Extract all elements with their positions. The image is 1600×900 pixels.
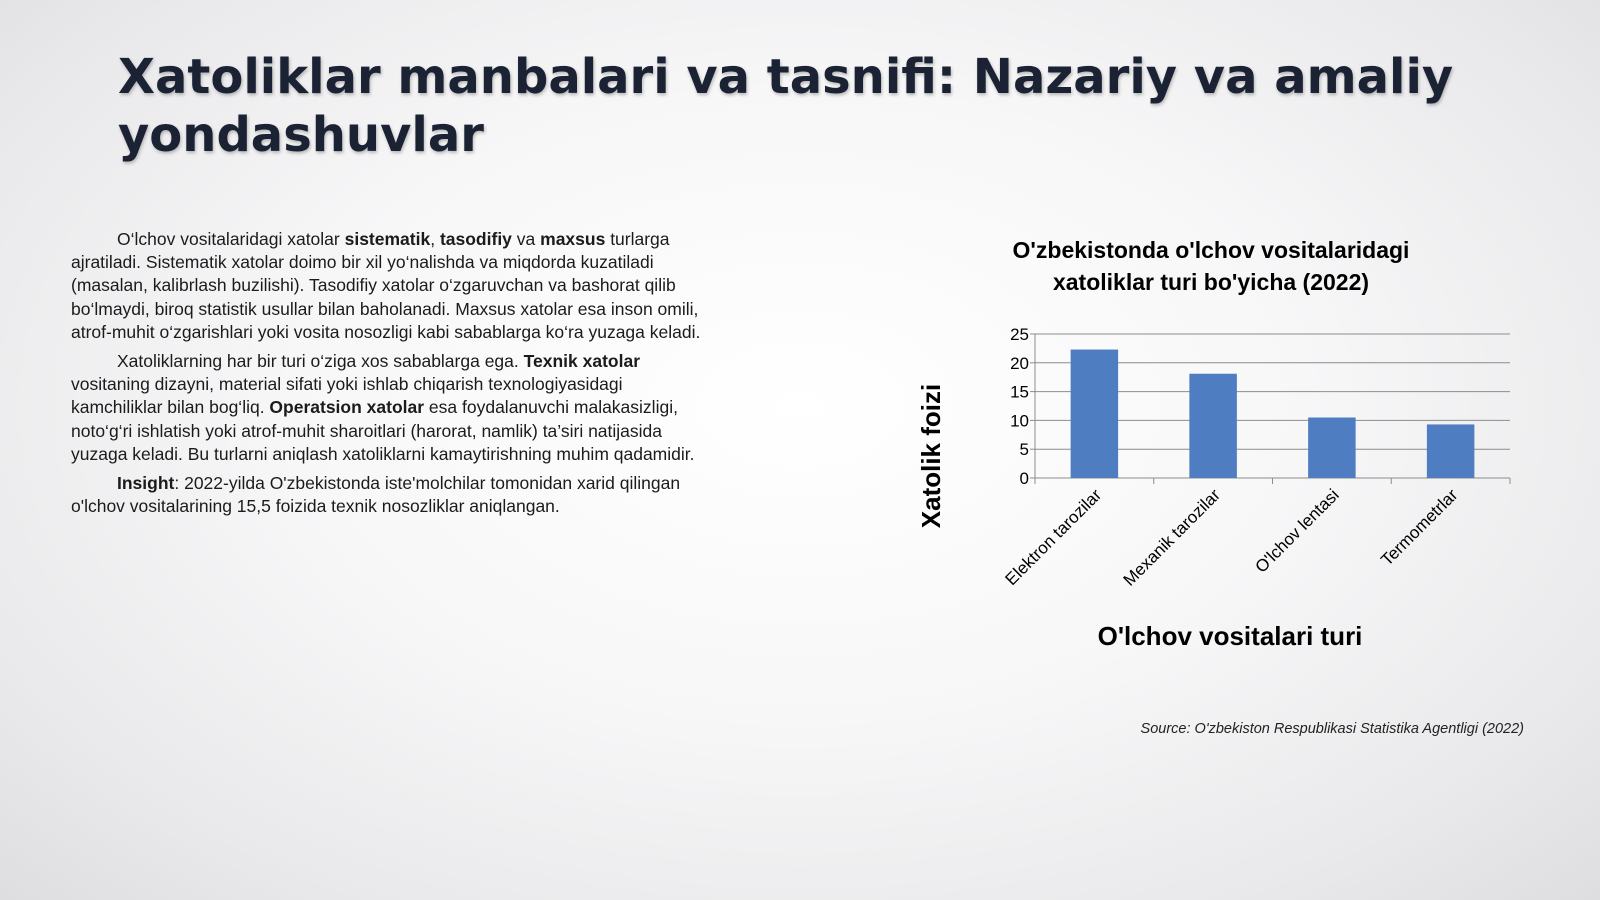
text-run: O‘lchov vositalaridagi xatolar [117,229,345,249]
chart-svg [916,230,1540,670]
bold-term: sistematik [344,229,431,249]
y-axis-title: Xatolik foizi [916,383,946,529]
body-text [71,228,711,524]
x-category-label: Mexanik tarozilar [1119,485,1224,590]
paragraph-error-causes [71,350,711,466]
source-note: Source: O'zbekiston Respublikasi Statistika Agentligi (2022) [1140,721,1524,737]
text-run: : 2022-yilda O'zbekistonda iste'molchilar tomonidan xarid qilingan o'lchov vositalarining 15,5 foizida texnik nosozliklar aniqlangan. [71,473,681,517]
text-run: vositaning dizayni, material sifati yoki ishlab chiqarish texnologiyasidagi kamchiliklar bilan bog‘liq. [71,374,623,418]
chart-title-line: xatoliklar turi bo'yicha (2022) [1052,269,1370,295]
slide-title: Xatoliklar manbalari va tasnifi: Nazariy va amaliy yondashuvlar [118,49,1454,163]
bold-term: maxsus [540,229,606,249]
bold-term: tasodifiy [439,229,512,249]
y-tick-label: 10 [1010,411,1029,431]
text-run: va [511,229,541,249]
bar-2 [1189,374,1237,478]
x-axis-title: O'lchov vositalari turi [1097,621,1363,651]
bar-1 [1071,350,1119,478]
text-run: turlarga ajratiladi. Sistematik xatolar doimo bir xil yo‘nalishda va miqdorda kuzatiladi (masalan, kalibrlash buzilishi). Tasodifiy xatolar o‘zgaruvchan va bashorat qilib bo‘lmaydi, biroq statistik usullar bilan baholanadi. Maxsus xatolar esa inson omili, atrof-muhit o‘zgarishlari yoki vosita nosozligi kabi sabablarga ko‘ra yuzaga keladi. [71,229,701,342]
bar-chart [916,230,1540,670]
x-category-label: Elektron tarozilar [1001,485,1106,590]
chart-title-line: O'zbekistonda o'lchov vositalaridagi [1012,237,1410,263]
y-tick-label: 15 [1010,382,1029,402]
text-run: esa foydalanuvchi malakasizligi, noto‘g‘ri ishlatish yoki atrof-muhit sharoitlari (harorat, namlik) ta’siri natijasida yuzaga keladi. Bu turlarni aniqlash xatoliklarni kamaytirishning muhim qadamidir. [71,397,695,464]
y-tick-label: 25 [1010,325,1029,344]
text-run: , [430,229,440,249]
bold-term: Operatsion xatolar [269,397,425,418]
y-tick-label: 5 [1019,440,1029,460]
text-run: Xatoliklarning har bir turi o‘ziga xos sabablarga ega. [117,351,524,372]
x-category-label: O'lchov lentasi [1251,485,1343,577]
y-tick-label: 20 [1010,353,1029,373]
bar-4 [1427,424,1475,478]
paragraph-insight [71,472,711,518]
bar-3 [1308,418,1356,478]
y-tick-label: 0 [1019,469,1029,488]
bold-term: Texnik xatolar [523,351,641,372]
paragraph-error-types [71,228,711,344]
bold-term: Insight [117,473,175,494]
x-category-label: Termometrlar [1377,485,1462,570]
